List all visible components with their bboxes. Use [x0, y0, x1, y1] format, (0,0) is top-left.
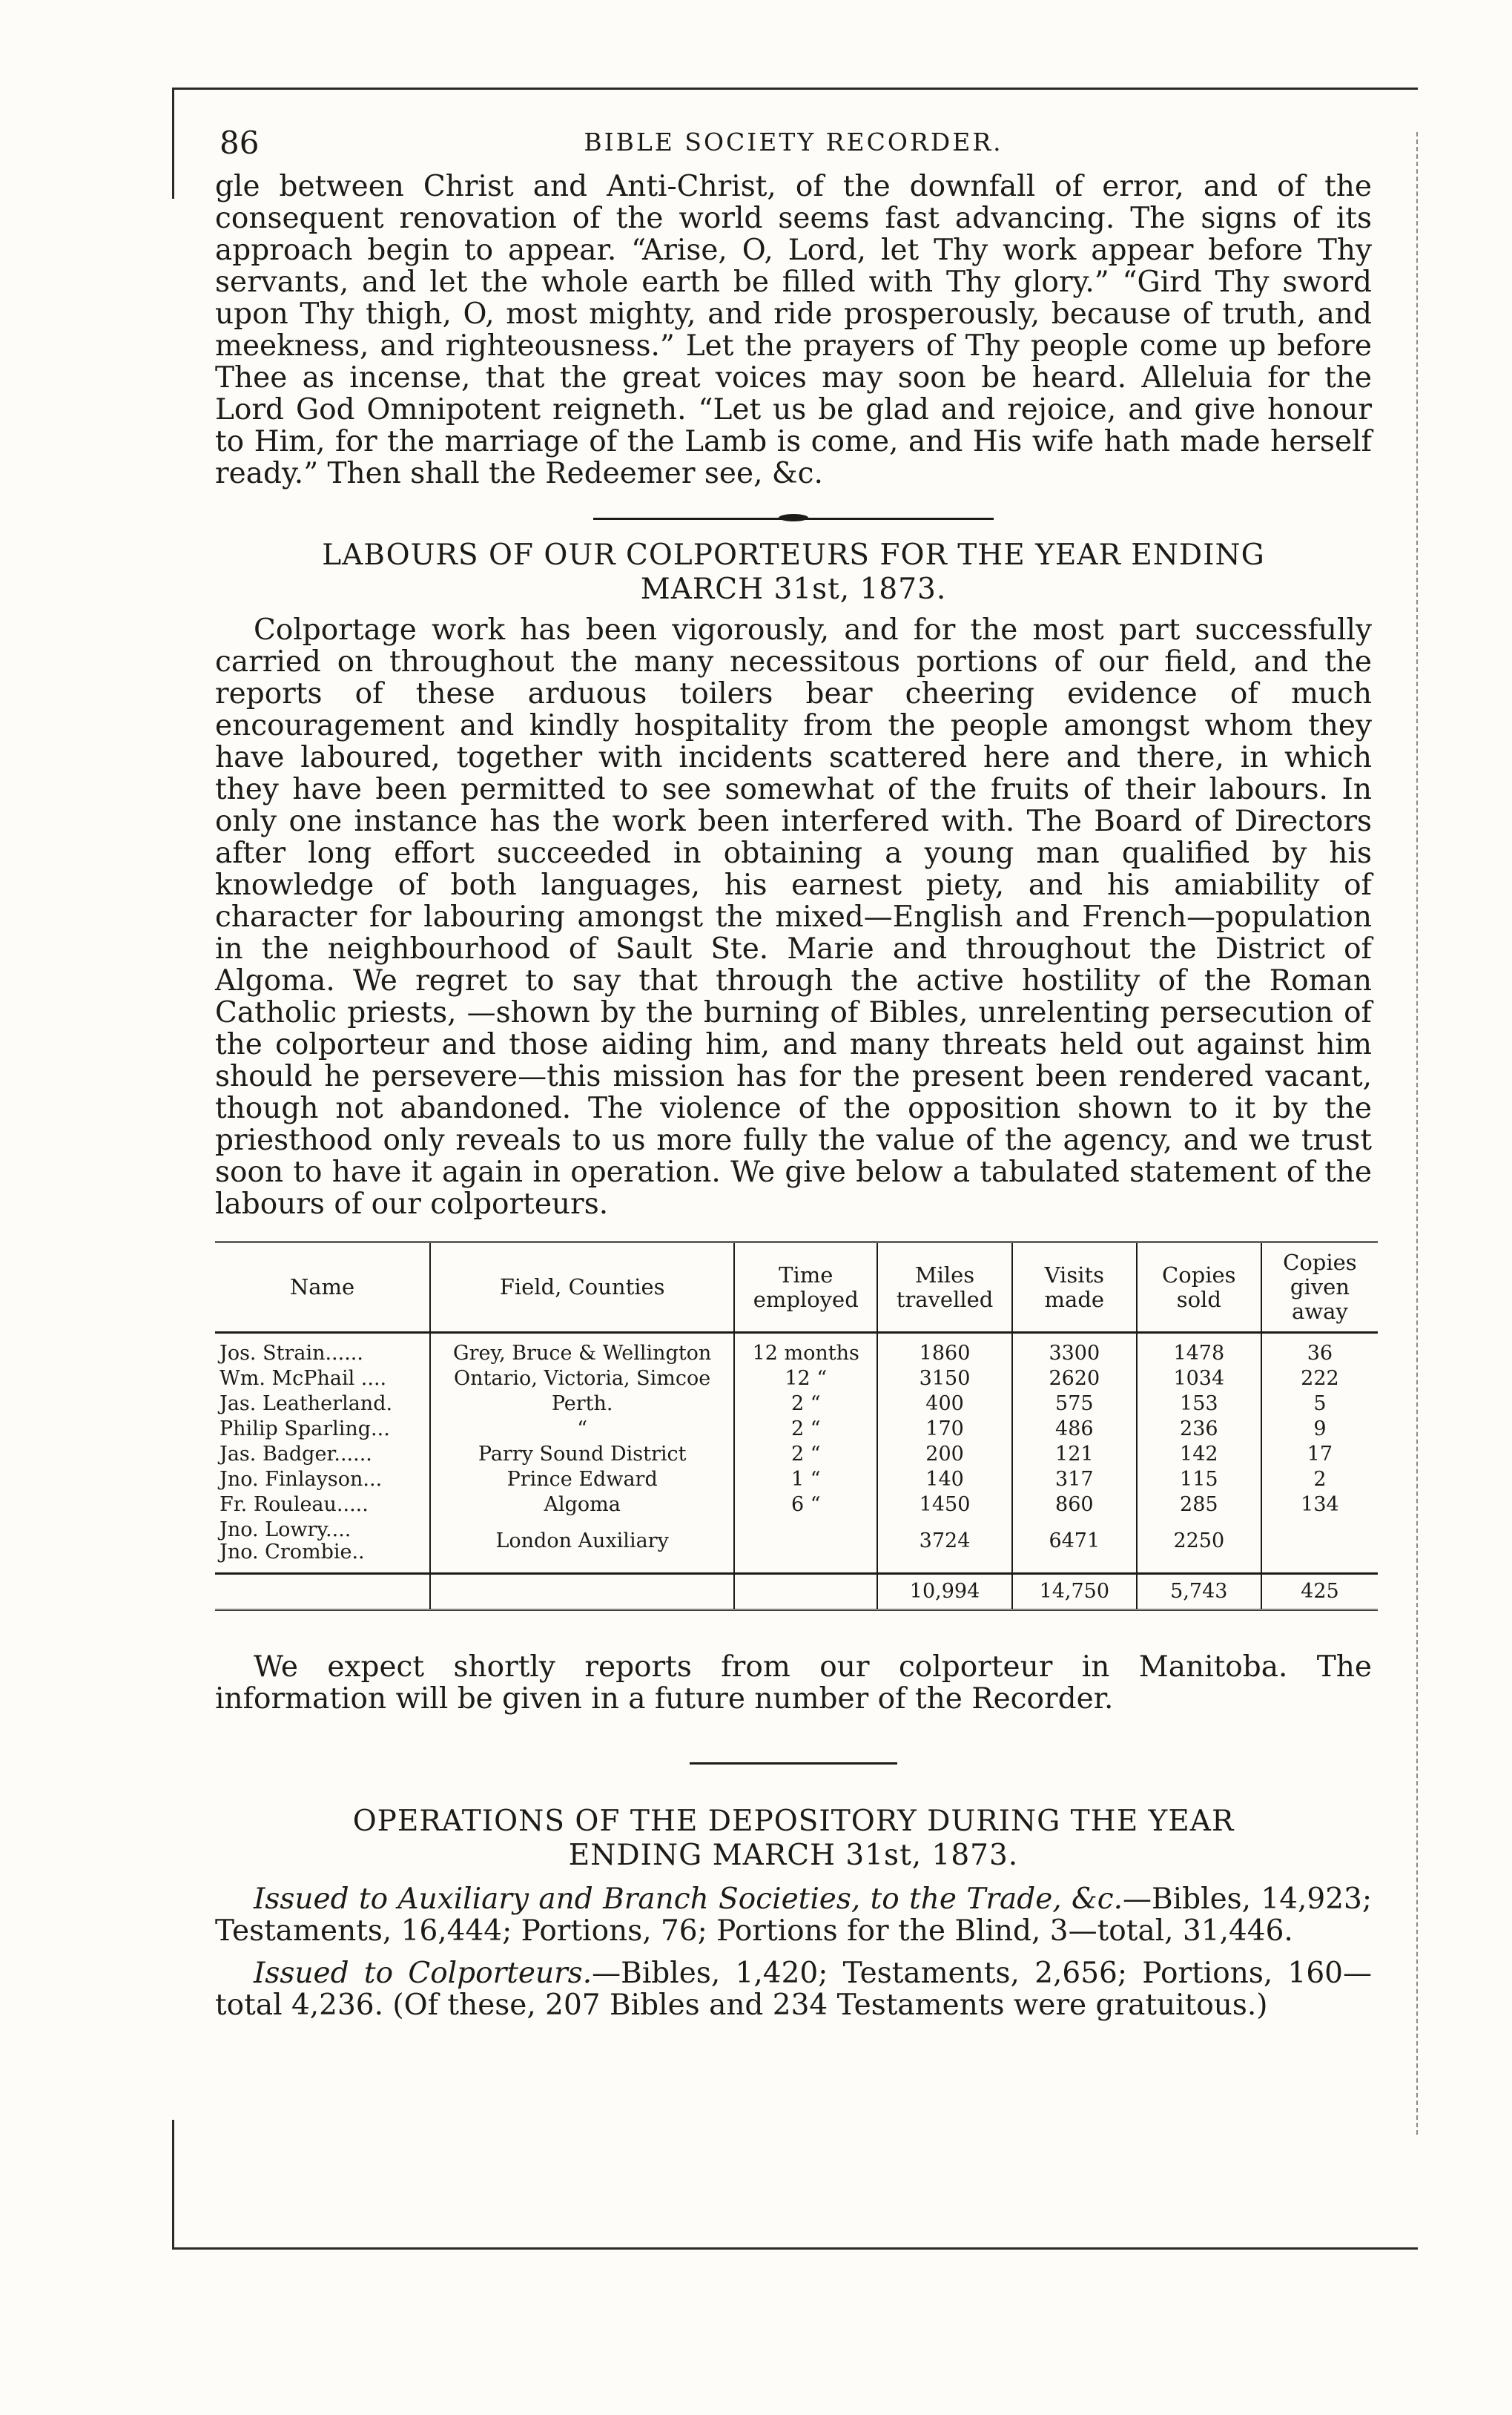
total-miles: 10,994 [877, 1574, 1012, 1610]
cell-time: 2 “ [734, 1391, 877, 1417]
cell-name: Jas. Leatherland. [219, 1392, 393, 1415]
cell-name: Jno. Crombie.. [219, 1541, 365, 1564]
cell-sold: 142 [1137, 1442, 1261, 1467]
cell-name: Wm. McPhail .... [219, 1367, 387, 1390]
cell-time [734, 1518, 877, 1574]
total-given: 425 [1261, 1574, 1378, 1610]
frame-top-rule [172, 88, 1418, 90]
issued-auxiliary-text: —Bibles, 14,923; Testaments, 16,444; Portions, 76; Portions for the Blind, 3—total, 31,446. [215, 1882, 1373, 1948]
cell-visits: 860 [1012, 1492, 1137, 1518]
cell-visits: 317 [1012, 1467, 1137, 1492]
section-title-line: ENDING MARCH 31st, 1873. [568, 1839, 1019, 1872]
cell-field: Perth. [430, 1391, 734, 1417]
cell-field [430, 1574, 734, 1610]
cell-given [1261, 1518, 1378, 1574]
table-row [215, 1492, 1378, 1518]
ornamental-rule [215, 506, 1372, 524]
cell-time: 2 “ [734, 1417, 877, 1442]
cell-name-joint [215, 1518, 430, 1574]
issued-colporteurs-text: —Bibles, 1,420; Testaments, 2,656; Portions, 160—total 4,236. (Of these, 207 Bibles and 234 Testaments were gratuitous.) [215, 1957, 1372, 2022]
section-title-depository [215, 1805, 1372, 1873]
cell-given: 17 [1261, 1442, 1378, 1467]
cell-name: Philip Sparling... [219, 1417, 390, 1440]
cell-visits: 575 [1012, 1391, 1137, 1417]
col-header-sold: Copies sold [1137, 1242, 1261, 1333]
cell-visits: 6471 [1012, 1518, 1137, 1574]
cell-time: 12 “ [734, 1366, 877, 1391]
cell-miles: 1450 [877, 1492, 1012, 1518]
cell-miles: 200 [877, 1442, 1012, 1467]
page-number: 86 [219, 125, 260, 161]
cell-sold: 2250 [1137, 1518, 1261, 1574]
cell-miles: 3150 [877, 1366, 1012, 1391]
colporteurs-table [215, 1241, 1378, 1611]
issued-colporteurs-label: Issued to Colporteurs. [254, 1957, 592, 1990]
cell-name: Jno. Lowry.... [219, 1518, 351, 1541]
frame-left-rule-lower [172, 2120, 174, 2250]
cell-visits: 3300 [1012, 1333, 1137, 1367]
frame-right-rule [1416, 132, 1418, 2135]
cell-time: 1 “ [734, 1467, 877, 1492]
cell-given: 222 [1261, 1366, 1378, 1391]
cell-sold: 285 [1137, 1492, 1261, 1518]
cell-miles: 1860 [877, 1333, 1012, 1367]
frame-left-rule [172, 88, 174, 199]
section-title-colporteurs [215, 538, 1372, 607]
section-title-line: OPERATIONS OF THE DEPOSITORY DURING THE YEAR [352, 1805, 1235, 1838]
cell-sold: 1034 [1137, 1366, 1261, 1391]
cell-miles: 400 [877, 1391, 1012, 1417]
section-title-line: LABOURS OF OUR COLPORTEURS FOR THE YEAR ENDING [322, 538, 1265, 572]
table-row [215, 1417, 1378, 1442]
cell-field: “ [430, 1417, 734, 1442]
col-header-time: Time employed [734, 1242, 877, 1333]
issued-auxiliary-paragraph [215, 1883, 1372, 1947]
cell-sold: 1478 [1137, 1333, 1261, 1367]
cell-field: Prince Edward [430, 1467, 734, 1492]
cell-visits: 2620 [1012, 1366, 1137, 1391]
cell-time: 12 months [734, 1333, 877, 1367]
col-header-miles: Miles travelled [877, 1242, 1012, 1333]
table-row-joint [215, 1518, 1378, 1574]
cell-given: 36 [1261, 1333, 1378, 1367]
cell-name [215, 1574, 430, 1610]
cell-miles: 170 [877, 1417, 1012, 1442]
cell-visits: 121 [1012, 1442, 1137, 1467]
table-row [215, 1391, 1378, 1417]
cell-field: Grey, Bruce & Wellington [430, 1333, 734, 1367]
total-sold: 5,743 [1137, 1574, 1261, 1610]
table-row [215, 1333, 1378, 1367]
col-header-visits: Visits made [1012, 1242, 1137, 1333]
cell-time: 2 “ [734, 1442, 877, 1467]
total-visits: 14,750 [1012, 1574, 1137, 1610]
journal-title: BIBLE SOCIETY RECORDER. [584, 128, 1003, 157]
running-head [215, 111, 1372, 171]
page-content [215, 111, 1372, 2021]
table-total-row [215, 1574, 1378, 1610]
cell-given: 9 [1261, 1417, 1378, 1442]
col-header-given: Copies given away [1261, 1242, 1378, 1333]
cell-sold: 115 [1137, 1467, 1261, 1492]
cell-field: London Auxiliary [430, 1518, 734, 1574]
frame-bottom-rule [172, 2247, 1418, 2250]
section-title-line: MARCH 31st, 1873. [640, 573, 947, 606]
cell-sold: 236 [1137, 1417, 1261, 1442]
cell-name: Jas. Badger...... [219, 1443, 372, 1466]
cell-given: 134 [1261, 1492, 1378, 1518]
cell-field: Ontario, Victoria, Simcoe [430, 1366, 734, 1391]
cell-time [734, 1574, 877, 1610]
section-divider-rule [690, 1762, 897, 1765]
cell-name: Fr. Rouleau..... [219, 1493, 369, 1516]
cell-field: Parry Sound District [430, 1442, 734, 1467]
cell-name: Jos. Strain...... [219, 1342, 363, 1365]
col-header-name: Name [215, 1242, 430, 1333]
cell-given: 5 [1261, 1391, 1378, 1417]
cell-miles: 140 [877, 1467, 1012, 1492]
table-row [215, 1366, 1378, 1391]
colportage-paragraph: Colportage work has been vigorously, and for the most part successfully carried on throughout the many necessitous portions of our field, and the reports of these arduous toilers bear cheering evidence of much encouragement and kindly hospitality from the people amongst whom they have laboured, together with incidents scattered here and there, in which they have been permitted to see somewhat of the fruits of their labours. In only one instance has the work been interfered with. The Board of Directors after long effort succeeded in obtaining a young man qualified by his knowledge of both languages, his earnest piety, and his amiability of character for labouring amongst the mixed—English and French—population in the neighbourhood of Sault Ste. Marie and throughout the District of Algoma. We regret to say that through the active hostility of the Roman Catholic priests, —shown by the burning of Bibles, unrelenting persecution of the colporteur and those aiding him, and many threats held out against him should he persevere—this mission has for the present been rendered vacant, though not abandoned. The violence of the opposition shown to it by the priesthood only reveals to us more fully the value of the agency, and we trust soon to have it again in operation. We give below a tabulated statement of the labours of our colporteurs. [215, 613, 1372, 1221]
col-header-field: Field, Counties [430, 1242, 734, 1333]
cell-name: Jno. Finlayson... [219, 1468, 383, 1491]
issued-auxiliary-label: Issued to Auxiliary and Branch Societies, to the Trade, &c. [254, 1882, 1123, 1916]
table-row [215, 1442, 1378, 1467]
cell-time: 6 “ [734, 1492, 877, 1518]
cell-field: Algoma [430, 1492, 734, 1518]
cell-visits: 486 [1012, 1417, 1137, 1442]
table-header-row [215, 1242, 1378, 1333]
cell-miles: 3724 [877, 1518, 1012, 1574]
manitoba-note: We expect shortly reports from our colporteur in Manitoba. The information will be given in a future number of the Recorder. [215, 1650, 1372, 1716]
opening-paragraph: gle between Christ and Anti-Christ, of the downfall of error, and of the consequent renovation of the world seems fast advancing. The signs of its approach begin to appear. “Arise, O, Lord, let Thy work appear before Thy servants, and let the whole earth be filled with Thy glory.” “Gird Thy sword upon Thy thigh, O, most mighty, and ride prosperously, because of truth, and meekness, and righteousness.” Let the prayers of Thy people come up before Thee as incense, that the great voices may soon be heard. Alleluia for the Lord God Omnipotent reigneth. “Let us be glad and rejoice, and give honour to Him, for the marriage of the Lamb is come, and His wife hath made herself ready.” Then shall the Redeemer see, &c. [215, 170, 1372, 490]
cell-given: 2 [1261, 1467, 1378, 1492]
issued-colporteurs-paragraph [215, 1957, 1372, 2021]
cell-sold: 153 [1137, 1391, 1261, 1417]
table-row [215, 1467, 1378, 1492]
